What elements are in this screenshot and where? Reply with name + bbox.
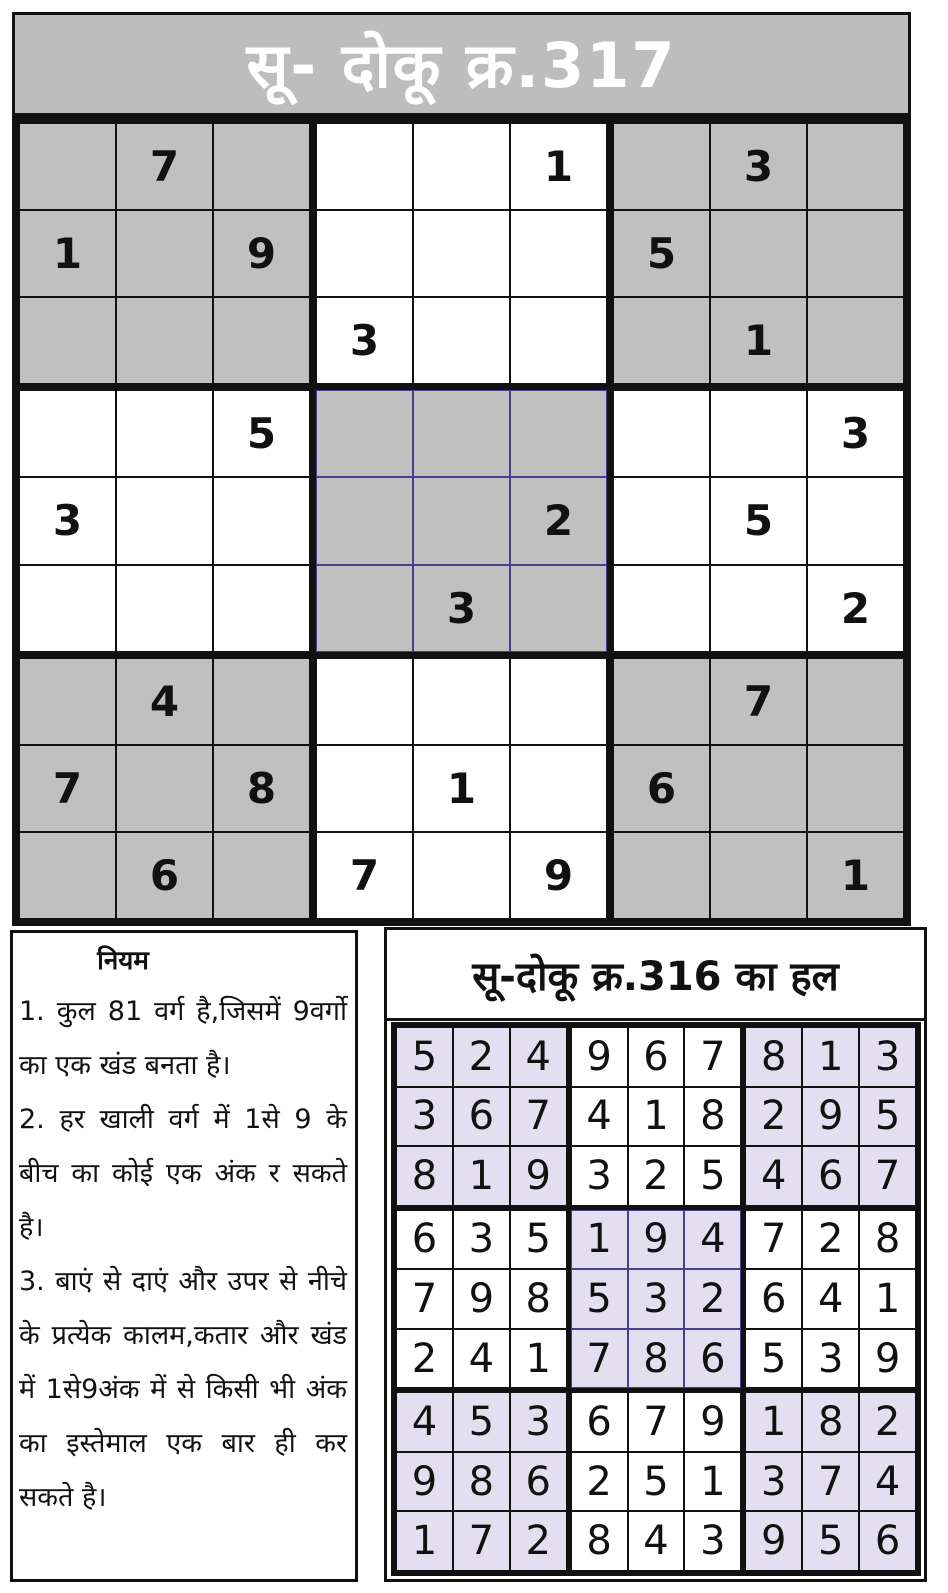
puzzle-cell: 8 — [213, 745, 310, 832]
solution-box — [743, 1025, 918, 1208]
puzzle-cell[interactable] — [613, 832, 710, 919]
puzzle-box — [610, 655, 907, 922]
solution-cell: 1 — [628, 1087, 685, 1147]
solution-cell: 6 — [396, 1210, 453, 1270]
puzzle-cell[interactable] — [116, 297, 213, 384]
puzzle-cell[interactable] — [613, 477, 710, 564]
puzzle-cell[interactable] — [413, 832, 510, 919]
puzzle-cell[interactable] — [710, 745, 807, 832]
solution-cell: 9 — [396, 1452, 453, 1512]
solution-cell: 2 — [510, 1511, 567, 1571]
puzzle-cell[interactable] — [710, 210, 807, 297]
solution-cell: 1 — [684, 1452, 741, 1512]
puzzle-cell[interactable] — [710, 390, 807, 477]
solution-cell: 4 — [510, 1027, 567, 1087]
puzzle-cell[interactable] — [413, 390, 510, 477]
solution-box — [569, 1390, 744, 1573]
solution-cell: 3 — [684, 1511, 741, 1571]
solution-cell: 7 — [802, 1452, 859, 1512]
solution-cell: 5 — [453, 1392, 510, 1452]
rules-heading: नियम — [97, 946, 149, 976]
solution-cell: 4 — [453, 1329, 510, 1389]
solution-cell: 3 — [745, 1452, 802, 1512]
solution-cell: 2 — [628, 1146, 685, 1206]
solution-cell: 4 — [684, 1210, 741, 1270]
puzzle-cell: 3 — [19, 477, 116, 564]
puzzle-cell[interactable] — [613, 123, 710, 210]
solution-cell: 2 — [396, 1329, 453, 1389]
puzzle-cell[interactable] — [807, 477, 904, 564]
solution-cell: 1 — [571, 1210, 628, 1270]
solution-box — [394, 1208, 569, 1391]
solution-cell: 7 — [684, 1027, 741, 1087]
solution-cell: 6 — [802, 1146, 859, 1206]
puzzle-box — [16, 655, 313, 922]
solution-cell: 1 — [802, 1027, 859, 1087]
solution-cell: 5 — [571, 1269, 628, 1329]
puzzle-cell: 7 — [19, 745, 116, 832]
puzzle-cell[interactable] — [116, 210, 213, 297]
solution-cell: 2 — [745, 1087, 802, 1147]
puzzle-cell: 1 — [807, 832, 904, 919]
solution-cell: 4 — [859, 1452, 916, 1512]
puzzle-cell[interactable] — [316, 210, 413, 297]
solution-cell: 4 — [628, 1511, 685, 1571]
puzzle-cell[interactable] — [19, 390, 116, 477]
puzzle-cell: 3 — [710, 123, 807, 210]
puzzle-cell[interactable] — [413, 123, 510, 210]
solution-cell: 7 — [859, 1146, 916, 1206]
solution-cell: 4 — [802, 1269, 859, 1329]
solution-cell: 5 — [745, 1329, 802, 1389]
solution-box — [394, 1025, 569, 1208]
puzzle-cell[interactable] — [213, 297, 310, 384]
solution-cell: 9 — [571, 1027, 628, 1087]
solution-cell: 2 — [802, 1210, 859, 1270]
puzzle-cell[interactable] — [613, 565, 710, 652]
solution-cell: 4 — [745, 1146, 802, 1206]
solution-box — [394, 1390, 569, 1573]
puzzle-cell: 4 — [116, 658, 213, 745]
solution-cell: 8 — [745, 1027, 802, 1087]
solution-cell: 2 — [859, 1392, 916, 1452]
puzzle-cell: 5 — [613, 210, 710, 297]
puzzle-cell: 1 — [510, 123, 607, 210]
solution-cell: 2 — [453, 1027, 510, 1087]
solution-cell: 2 — [571, 1452, 628, 1512]
solution-cell: 1 — [453, 1146, 510, 1206]
solution-cell: 4 — [396, 1392, 453, 1452]
puzzle-cell[interactable] — [19, 658, 116, 745]
solution-cell: 1 — [510, 1329, 567, 1389]
solution-cell: 5 — [396, 1027, 453, 1087]
puzzle-cell: 2 — [807, 565, 904, 652]
puzzle-cell[interactable] — [807, 123, 904, 210]
solution-box — [743, 1208, 918, 1391]
solution-panel — [384, 927, 927, 1582]
solution-title: सू-दोकू क्र.316 का हल — [387, 930, 924, 1021]
puzzle-box — [16, 120, 313, 387]
puzzle-cell: 7 — [116, 123, 213, 210]
solution-cell: 6 — [571, 1392, 628, 1452]
solution-cell: 5 — [684, 1146, 741, 1206]
puzzle-cell[interactable] — [116, 745, 213, 832]
solution-cell: 3 — [802, 1329, 859, 1389]
solution-cell: 9 — [859, 1329, 916, 1389]
solution-cell: 3 — [628, 1269, 685, 1329]
puzzle-cell[interactable] — [807, 745, 904, 832]
puzzle-cell: 5 — [710, 477, 807, 564]
puzzle-cell[interactable] — [213, 477, 310, 564]
puzzle-cell[interactable] — [413, 297, 510, 384]
puzzle-cell[interactable] — [710, 565, 807, 652]
title-banner — [12, 12, 911, 116]
solution-cell: 7 — [628, 1392, 685, 1452]
solution-cell: 8 — [859, 1210, 916, 1270]
puzzle-cell[interactable] — [116, 390, 213, 477]
puzzle-cell[interactable] — [316, 390, 413, 477]
solution-cell: 9 — [745, 1511, 802, 1571]
solution-cell: 9 — [453, 1269, 510, 1329]
puzzle-cell[interactable] — [613, 390, 710, 477]
puzzle-cell[interactable] — [116, 477, 213, 564]
solution-cell: 8 — [571, 1511, 628, 1571]
solution-cell: 8 — [802, 1392, 859, 1452]
solution-cell: 5 — [628, 1452, 685, 1512]
puzzle-cell[interactable] — [710, 832, 807, 919]
solution-cell: 1 — [859, 1269, 916, 1329]
puzzle-cell[interactable] — [116, 565, 213, 652]
solution-cell: 9 — [628, 1210, 685, 1270]
solution-cell: 5 — [510, 1210, 567, 1270]
puzzle-cell: 1 — [19, 210, 116, 297]
solution-cell: 7 — [396, 1269, 453, 1329]
solution-cell: 8 — [453, 1452, 510, 1512]
solution-cell: 3 — [396, 1087, 453, 1147]
sudoku-solution-grid — [391, 1022, 921, 1576]
puzzle-cell[interactable] — [316, 658, 413, 745]
puzzle-cell[interactable] — [213, 123, 310, 210]
puzzle-cell[interactable] — [510, 297, 607, 384]
puzzle-box — [610, 387, 907, 654]
solution-cell: 3 — [859, 1027, 916, 1087]
puzzle-cell[interactable] — [413, 210, 510, 297]
puzzle-box — [610, 120, 907, 387]
solution-cell: 8 — [684, 1087, 741, 1147]
solution-cell: 6 — [859, 1511, 916, 1571]
puzzle-cell[interactable] — [19, 297, 116, 384]
puzzle-box — [313, 387, 610, 654]
puzzle-cell[interactable] — [413, 658, 510, 745]
puzzle-cell[interactable] — [807, 658, 904, 745]
puzzle-cell: 6 — [613, 745, 710, 832]
puzzle-cell: 1 — [413, 745, 510, 832]
solution-cell: 2 — [684, 1269, 741, 1329]
solution-cell: 8 — [396, 1146, 453, 1206]
puzzle-cell[interactable] — [19, 565, 116, 652]
solution-cell: 7 — [453, 1511, 510, 1571]
solution-cell: 8 — [510, 1269, 567, 1329]
puzzle-box — [313, 655, 610, 922]
solution-box — [569, 1208, 744, 1391]
rule-item: 3. बाएं से दाएं और उपर से नीचे के प्रत्येक कालम,कतार और खंड में 1से9अंक में से किसी भी अंक का इस्तेमाल एक बार ही कर सकते है। — [19, 1266, 347, 1513]
puzzle-cell: 3 — [807, 390, 904, 477]
puzzle-cell: 1 — [710, 297, 807, 384]
solution-cell: 3 — [453, 1210, 510, 1270]
puzzle-cell[interactable] — [510, 658, 607, 745]
puzzle-cell[interactable] — [807, 297, 904, 384]
solution-cell: 9 — [510, 1146, 567, 1206]
solution-cell: 9 — [684, 1392, 741, 1452]
solution-cell: 7 — [745, 1210, 802, 1270]
solution-cell: 8 — [628, 1329, 685, 1389]
puzzle-cell: 9 — [510, 832, 607, 919]
puzzle-cell: 3 — [316, 297, 413, 384]
solution-cell: 4 — [571, 1087, 628, 1147]
solution-box — [569, 1025, 744, 1208]
solution-cell: 3 — [571, 1146, 628, 1206]
puzzle-cell: 9 — [213, 210, 310, 297]
puzzle-box — [313, 120, 610, 387]
solution-cell: 3 — [510, 1392, 567, 1452]
solution-cell: 7 — [571, 1329, 628, 1389]
puzzle-cell: 3 — [413, 565, 510, 652]
puzzle-cell[interactable] — [613, 658, 710, 745]
solution-cell: 5 — [802, 1511, 859, 1571]
sudoku-puzzle-grid — [12, 116, 911, 926]
puzzle-cell: 2 — [510, 477, 607, 564]
puzzle-cell: 5 — [213, 390, 310, 477]
puzzle-cell[interactable] — [613, 297, 710, 384]
solution-cell: 6 — [628, 1027, 685, 1087]
solution-cell: 1 — [396, 1511, 453, 1571]
puzzle-cell[interactable] — [19, 832, 116, 919]
solution-cell: 6 — [684, 1329, 741, 1389]
puzzle-cell[interactable] — [510, 745, 607, 832]
puzzle-cell[interactable] — [807, 210, 904, 297]
solution-cell: 9 — [802, 1087, 859, 1147]
puzzle-cell: 6 — [116, 832, 213, 919]
solution-box — [743, 1390, 918, 1573]
solution-cell: 7 — [510, 1087, 567, 1147]
rule-item: 2. हर खाली वर्ग में 1से 9 के बीच का कोई एक अंक र सकते है। — [19, 1104, 347, 1243]
puzzle-title: सू- दोकू क्र.317 — [246, 29, 677, 102]
puzzle-cell[interactable] — [213, 658, 310, 745]
solution-cell: 5 — [859, 1087, 916, 1147]
solution-cell: 6 — [510, 1452, 567, 1512]
puzzle-cell[interactable] — [316, 477, 413, 564]
solution-cell: 6 — [453, 1087, 510, 1147]
puzzle-cell[interactable] — [316, 565, 413, 652]
puzzle-cell[interactable] — [213, 832, 310, 919]
puzzle-cell[interactable] — [413, 477, 510, 564]
rules-panel — [10, 930, 358, 1582]
puzzle-cell[interactable] — [316, 123, 413, 210]
puzzle-cell[interactable] — [213, 565, 310, 652]
puzzle-box — [16, 387, 313, 654]
puzzle-cell[interactable] — [316, 745, 413, 832]
puzzle-cell[interactable] — [510, 390, 607, 477]
puzzle-cell: 7 — [316, 832, 413, 919]
puzzle-cell[interactable] — [510, 565, 607, 652]
solution-cell: 1 — [745, 1392, 802, 1452]
puzzle-cell: 7 — [710, 658, 807, 745]
rule-item: 1. कुल 81 वर्ग है,जिसमें 9वर्गो का एक खंड बनता है। — [19, 996, 347, 1081]
puzzle-cell[interactable] — [510, 210, 607, 297]
puzzle-cell[interactable] — [19, 123, 116, 210]
solution-cell: 6 — [745, 1269, 802, 1329]
